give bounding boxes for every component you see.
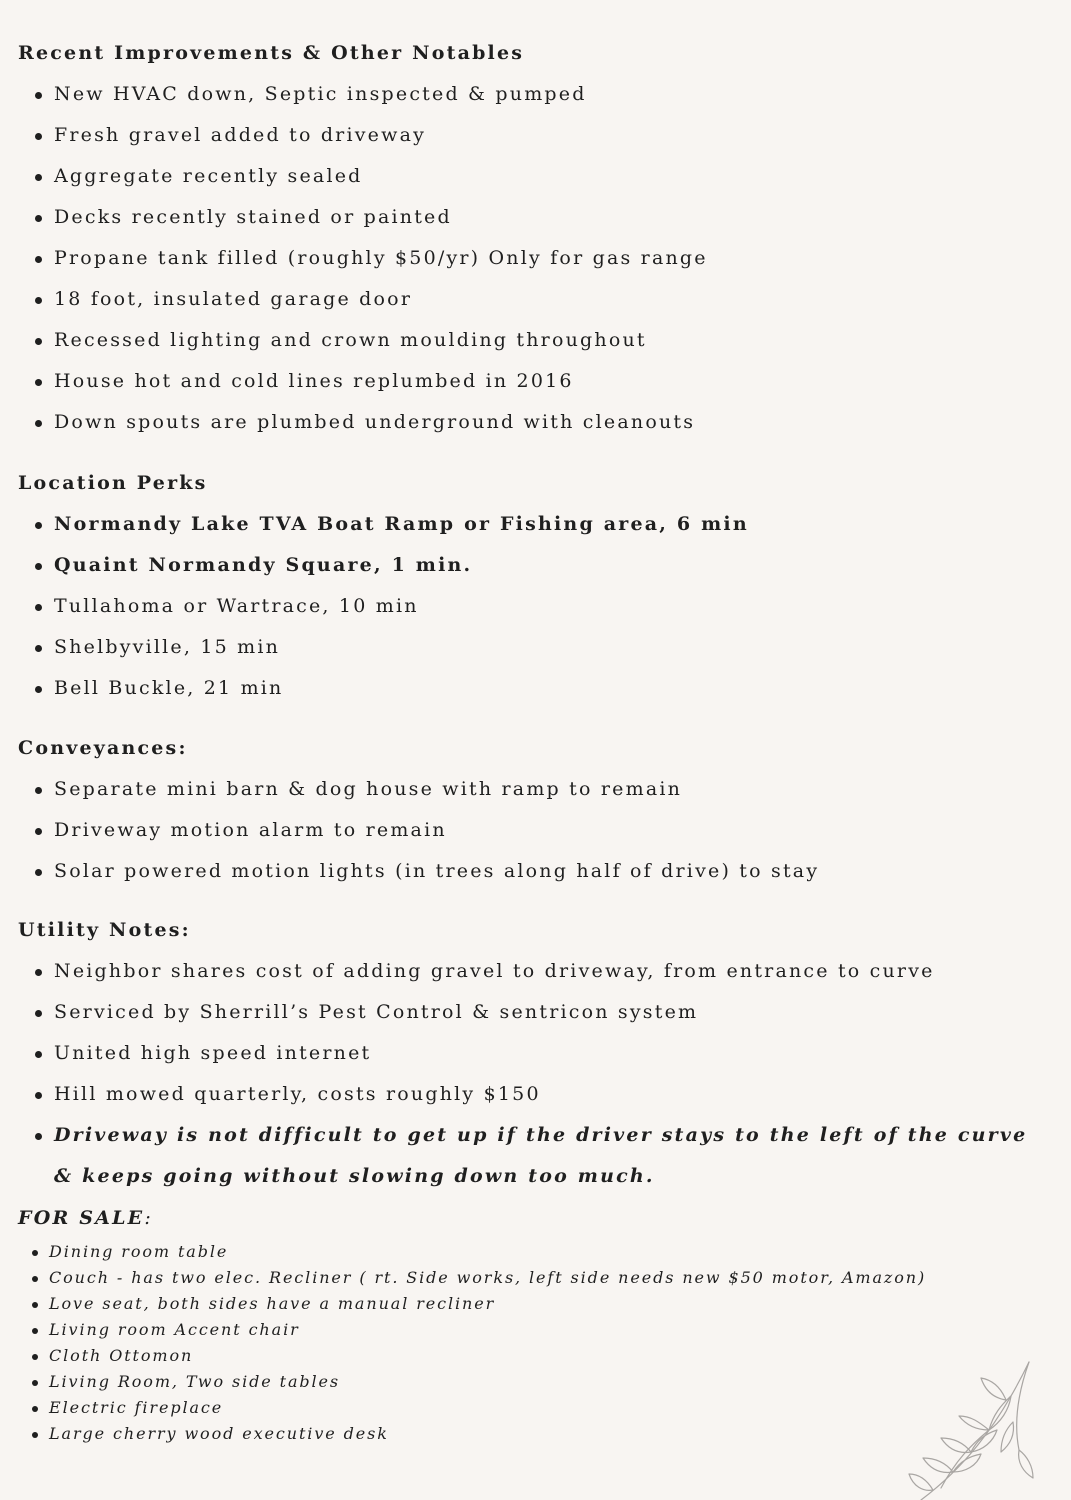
list-item: Quaint Normandy Square, 1 min. bbox=[0, 545, 749, 586]
list-item: Love seat, both sides have a manual recliner bbox=[0, 1291, 926, 1317]
list-item: Tullahoma or Wartrace, 10 min bbox=[0, 586, 749, 627]
list-item: New HVAC down, Septic inspected & pumped bbox=[0, 74, 708, 115]
list-item: Solar powered motion lights (in trees along half of drive) to stay bbox=[0, 851, 819, 892]
list-item: Serviced by Sherrill’s Pest Control & sentricon system bbox=[0, 992, 1054, 1033]
list-item: Cloth Ottomon bbox=[0, 1343, 926, 1369]
conveyances-heading: Conveyances: bbox=[18, 737, 188, 759]
conveyances-list bbox=[0, 769, 819, 892]
list-item: Down spouts are plumbed underground with cleanouts bbox=[0, 402, 708, 443]
utility-list bbox=[0, 951, 1054, 1197]
for-sale-heading bbox=[18, 1205, 153, 1231]
list-item: Shelbyville, 15 min bbox=[0, 627, 749, 668]
utility-heading: Utility Notes: bbox=[18, 919, 191, 941]
improvements-list bbox=[0, 74, 708, 443]
list-item: Normandy Lake TVA Boat Ramp or Fishing area, 6 min bbox=[0, 504, 749, 545]
list-item: Living room Accent chair bbox=[0, 1317, 926, 1343]
list-item: Decks recently stained or painted bbox=[0, 197, 708, 238]
list-item: Propane tank filled (roughly $50/yr) Only for gas range bbox=[0, 238, 708, 279]
list-item: Separate mini barn & dog house with ramp to remain bbox=[0, 769, 819, 810]
list-item: House hot and cold lines replumbed in 2016 bbox=[0, 361, 708, 402]
list-item: Hill mowed quarterly, costs roughly $150 bbox=[0, 1074, 1054, 1115]
list-item: Living Room, Two side tables bbox=[0, 1369, 926, 1395]
list-item: Driveway motion alarm to remain bbox=[0, 810, 819, 851]
list-item: Neighbor shares cost of adding gravel to driveway, from entrance to curve bbox=[0, 951, 1054, 992]
list-item: Fresh gravel added to driveway bbox=[0, 115, 708, 156]
list-item: 18 foot, insulated garage door bbox=[0, 279, 708, 320]
location-list bbox=[0, 504, 749, 709]
improvements-heading: Recent Improvements & Other Notables bbox=[18, 42, 525, 64]
leaf-sprig-icon bbox=[901, 1360, 1051, 1500]
list-item: Large cherry wood executive desk bbox=[0, 1421, 926, 1447]
list-item: Dining room table bbox=[0, 1239, 926, 1265]
list-item: Electric fireplace bbox=[0, 1395, 926, 1421]
for-sale-title: FOR SALE bbox=[18, 1207, 145, 1229]
list-item: Couch - has two elec. Recliner ( rt. Side works, left side needs new $50 motor, Amazon) bbox=[0, 1265, 926, 1291]
location-heading: Location Perks bbox=[18, 472, 208, 494]
list-item: United high speed internet bbox=[0, 1033, 1054, 1074]
list-item: Driveway is not difficult to get up if the driver stays to the left of the curve & keeps going without slowing down too much. bbox=[0, 1115, 1054, 1197]
list-item: Recessed lighting and crown moulding throughout bbox=[0, 320, 708, 361]
for-sale-colon: : bbox=[144, 1207, 153, 1229]
list-item: Bell Buckle, 21 min bbox=[0, 668, 749, 709]
list-item: Aggregate recently sealed bbox=[0, 156, 708, 197]
for-sale-list bbox=[0, 1239, 926, 1447]
